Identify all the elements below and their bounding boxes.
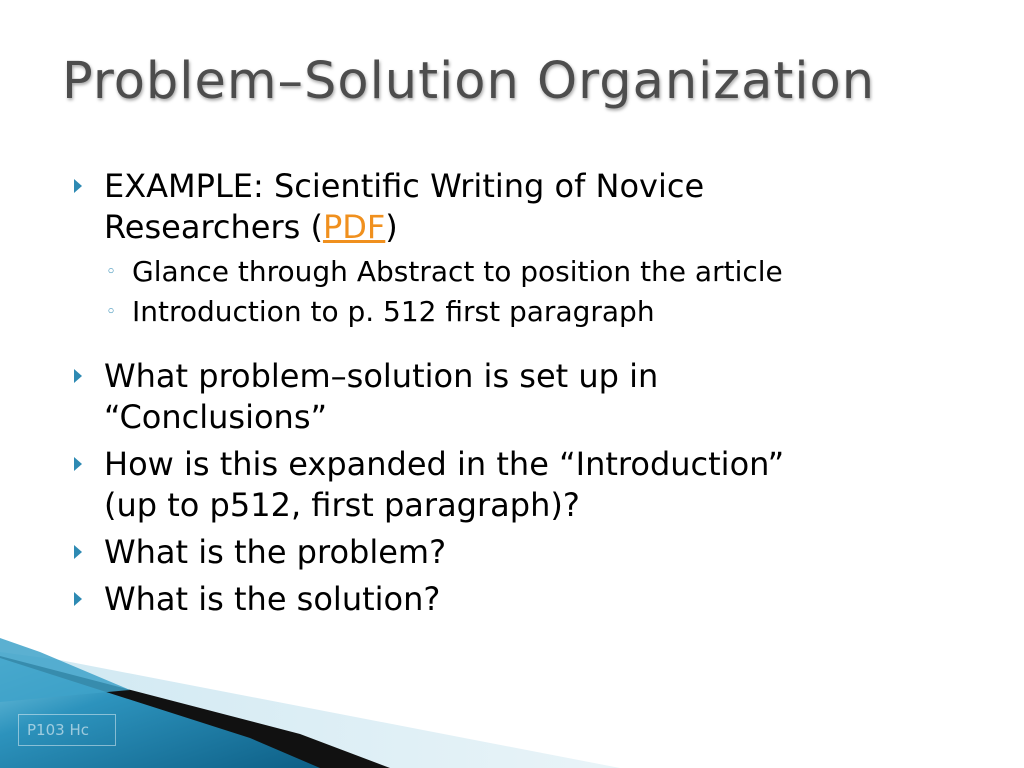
sub-bullet-item: ◦ Introduction to p. 512 first paragraph [72,292,932,332]
triangle-right-icon [74,545,82,559]
bullet-text-line: EXAMPLE: Scientific Writing of Novice [104,167,705,205]
triangle-right-icon [74,592,82,606]
bullet-text-line: What problem–solution is set up in [104,357,659,395]
triangle-right-icon [74,369,82,383]
bullet-item-example [72,166,932,248]
bullet-text-line: How is this expanded in the “Introduction” [104,445,785,483]
pdf-link[interactable]: PDF [322,208,386,246]
bullet-item-problem [72,532,932,573]
slide-title: Problem–Solution Organization [62,52,876,111]
bullet-text-line: What is the solution? [104,580,441,618]
sub-bullet-item: ◦ Glance through Abstract to position the article [72,252,932,292]
bullet-text-line: “Conclusions” [104,398,328,436]
bullet-text-line: Researchers (PDF) [104,208,398,246]
bullet-item-introduction [72,444,932,526]
bullet-item-solution [72,579,932,620]
bullet-list [72,166,932,620]
bullet-text-line: (up to p512, first paragraph)? [104,486,580,524]
footer-badge: P103 Hc [18,714,116,746]
hollow-circle-icon: ◦ [106,262,117,282]
triangle-right-icon [74,457,82,471]
sub-bullet-list [72,252,932,332]
hollow-circle-icon: ◦ [106,302,117,322]
decorative-corner-swoosh [0,638,1024,768]
triangle-right-icon [74,179,82,193]
bullet-text-line: What is the problem? [104,533,447,571]
bullet-item-conclusions [72,356,932,438]
